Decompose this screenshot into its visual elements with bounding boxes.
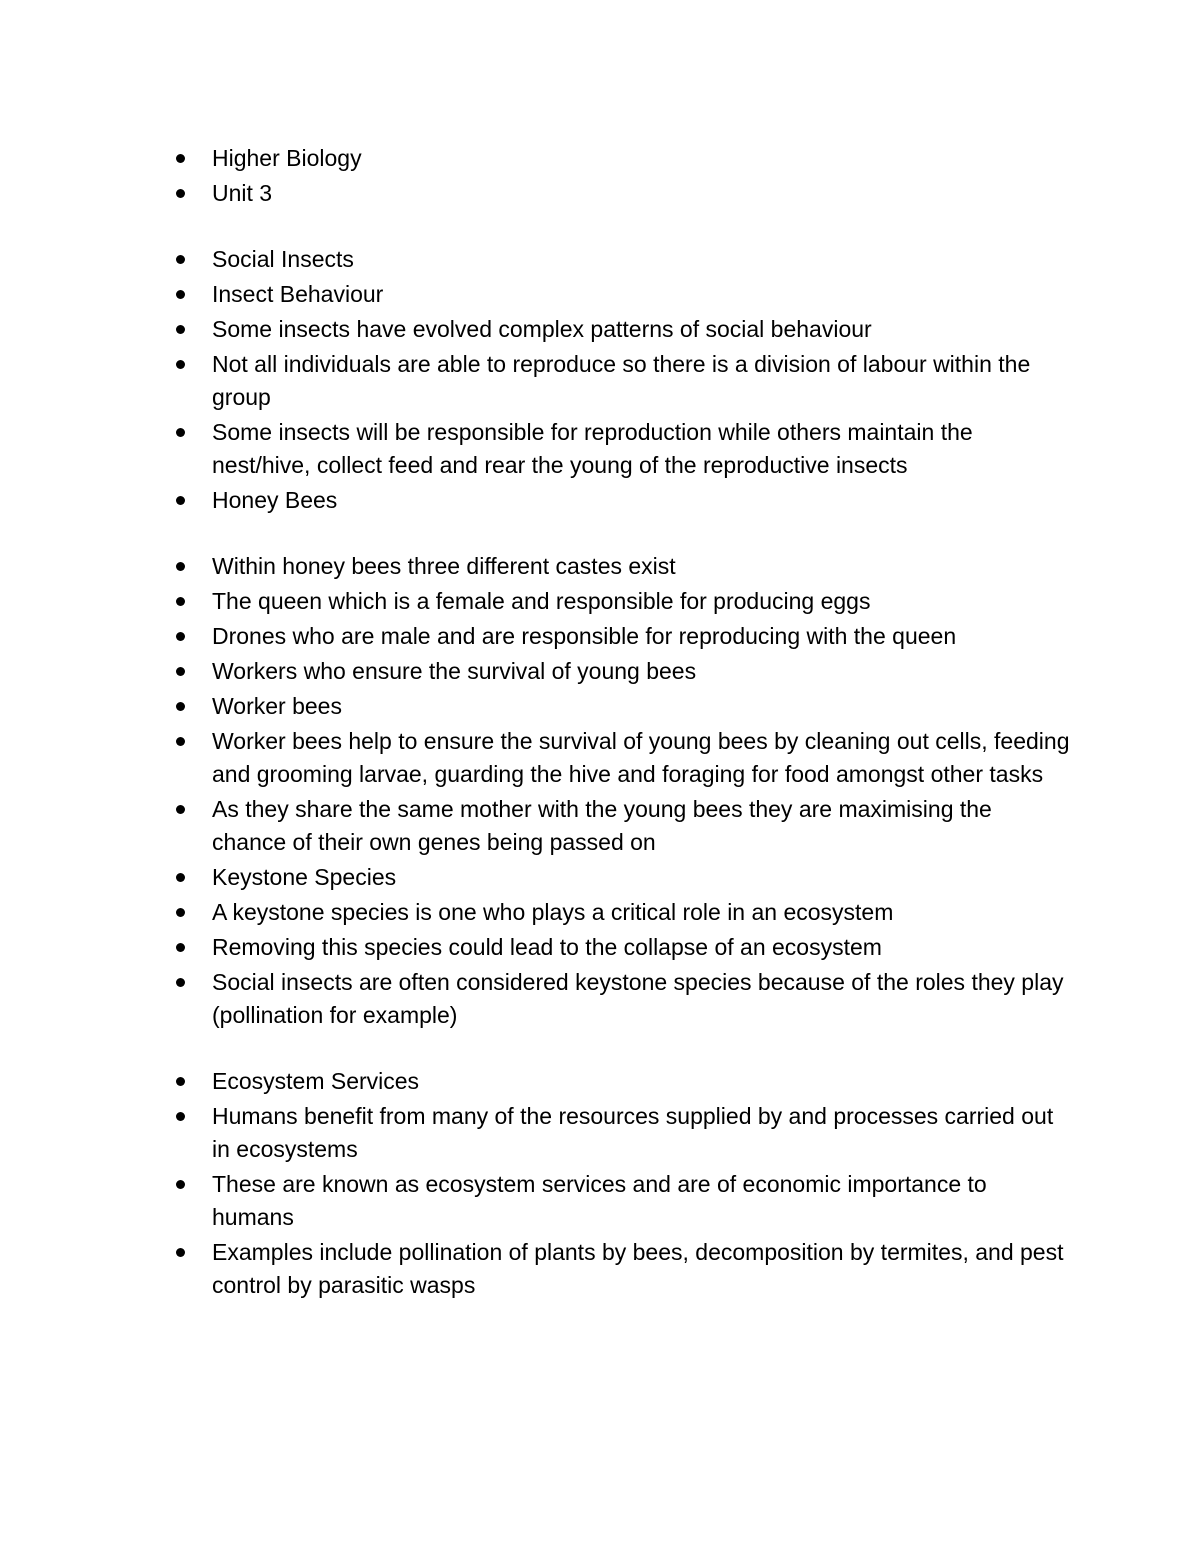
list-item-text: Drones who are male and are responsible for reproducing with the queen [212, 623, 957, 649]
list-item [170, 966, 1070, 1032]
list-item [170, 620, 1070, 653]
list-item-text: Not all individuals are able to reproduce so there is a division of labour within the group [212, 351, 1031, 410]
bullet-icon [176, 1180, 185, 1189]
list-item [170, 725, 1070, 791]
bullet-icon [176, 255, 185, 264]
list-item-text: Worker bees help to ensure the survival of young bees by cleaning out cells, feeding and grooming larvae, guarding the hive and foraging for food amongst other tasks [212, 728, 1070, 787]
bullet-icon [176, 1077, 185, 1086]
list-item [170, 243, 1070, 276]
list-item [170, 142, 1070, 175]
list-item [170, 690, 1070, 723]
bullet-icon [176, 805, 185, 814]
list-item [170, 793, 1070, 859]
list-item [170, 177, 1070, 210]
list-item [170, 484, 1070, 517]
list-item-text: Workers who ensure the survival of young bees [212, 658, 697, 684]
bullet-icon [176, 325, 185, 334]
list-item-text: Removing this species could lead to the collapse of an ecosystem [212, 934, 882, 960]
list-item-text: Worker bees [212, 693, 342, 719]
bullet-icon [176, 943, 185, 952]
bullet-icon [176, 428, 185, 437]
bullet-icon [176, 978, 185, 987]
list-item [170, 1065, 1070, 1098]
list-item-text: Within honey bees three different castes exist [212, 553, 676, 579]
bullet-icon [176, 908, 185, 917]
bullet-icon [176, 632, 185, 641]
bullet-icon [176, 1112, 185, 1121]
bullet-icon [176, 873, 185, 882]
list-item-text: Humans benefit from many of the resources supplied by and processes carried out in ecosystems [212, 1103, 1054, 1162]
bullet-icon [176, 737, 185, 746]
list-item-text: Ecosystem Services [212, 1068, 420, 1094]
list-item [170, 931, 1070, 964]
list-item-text: Social Insects [212, 246, 354, 272]
list-item-text: The queen which is a female and responsible for producing eggs [212, 588, 871, 614]
bullet-icon [176, 290, 185, 299]
bullet-icon [176, 154, 185, 163]
bullet-icon [176, 597, 185, 606]
bullet-icon [176, 360, 185, 369]
list-item-text: These are known as ecosystem services and are of economic importance to humans [212, 1171, 987, 1230]
bullet-icon [176, 1248, 185, 1257]
list-item [170, 278, 1070, 311]
list-item-text: Honey Bees [212, 487, 338, 513]
bullet-icon [176, 496, 185, 505]
list-item-text: A keystone species is one who plays a critical role in an ecosystem [212, 899, 894, 925]
list-item-text: Unit 3 [212, 180, 273, 206]
bullet-icon [176, 562, 185, 571]
bullet-icon [176, 189, 185, 198]
list-item [170, 861, 1070, 894]
list-item [170, 550, 1070, 583]
list-item-text: Examples include pollination of plants by bees, decomposition by termites, and pest control by parasitic wasps [212, 1239, 1064, 1298]
bullet-icon [176, 702, 185, 711]
list-item-text: Some insects will be responsible for reproduction while others maintain the nest/hive, collect feed and rear the young of the reproductive insects [212, 419, 973, 478]
list-item-text: Higher Biology [212, 145, 362, 171]
list-item-text: As they share the same mother with the young bees they are maximising the chance of their own genes being passed on [212, 796, 992, 855]
list-item [170, 896, 1070, 929]
bullet-list [170, 142, 1070, 1304]
list-item [170, 348, 1070, 414]
list-item [170, 313, 1070, 346]
list-item [170, 1100, 1070, 1166]
list-item [170, 1168, 1070, 1234]
list-item [170, 1236, 1070, 1302]
list-item [170, 585, 1070, 618]
list-item-text: Insect Behaviour [212, 281, 384, 307]
list-item-text: Keystone Species [212, 864, 397, 890]
list-item [170, 416, 1070, 482]
list-item-text: Some insects have evolved complex patterns of social behaviour [212, 316, 872, 342]
list-item [170, 655, 1070, 688]
list-item-text: Social insects are often considered keystone species because of the roles they play (pollination for example) [212, 969, 1064, 1028]
bullet-icon [176, 667, 185, 676]
